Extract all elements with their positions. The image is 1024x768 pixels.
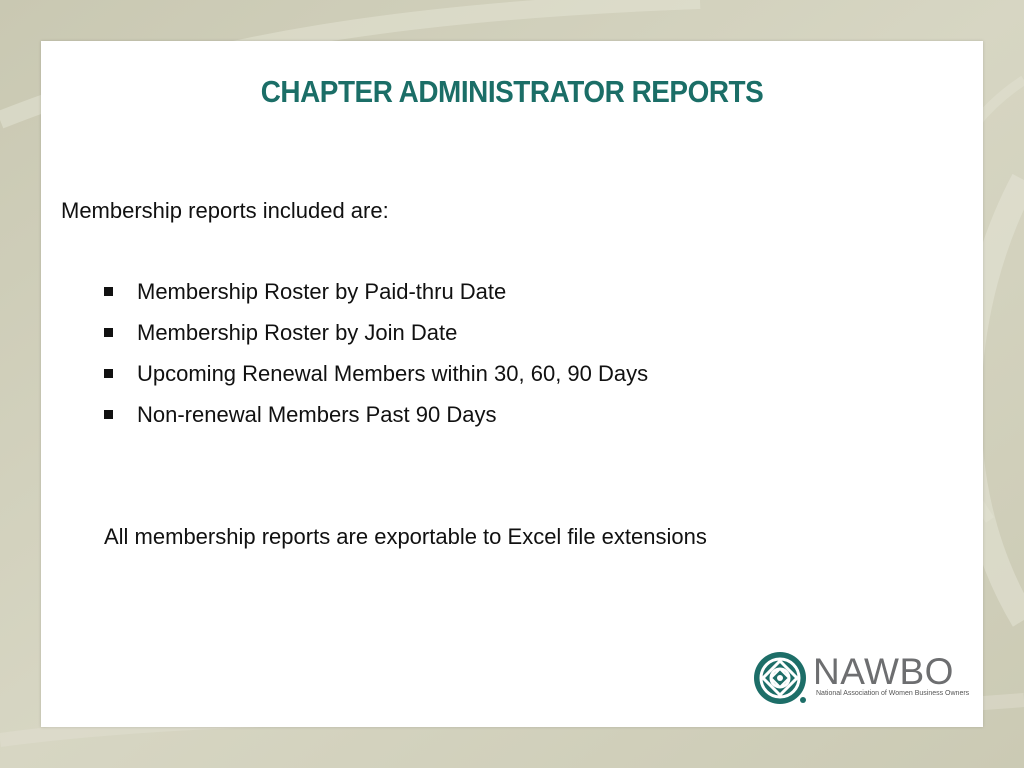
logo-tagline: National Association of Women Business Owners [816, 690, 970, 697]
list-item-label: Membership Roster by Paid-thru Date [137, 279, 507, 304]
list-item [104, 402, 648, 443]
nawbo-emblem-icon [752, 650, 808, 706]
closing-text: All membership reports are exportable to Excel file extensions [104, 524, 707, 549]
list-item [104, 279, 648, 320]
square-bullet-icon [104, 410, 113, 419]
square-bullet-icon [104, 369, 113, 378]
list-item-label: Membership Roster by Join Date [137, 320, 458, 345]
list-item-label: Non-renewal Members Past 90 Days [137, 402, 497, 427]
square-bullet-icon [104, 328, 113, 337]
slide-title: CHAPTER ADMINISTRATOR REPORTS [260, 74, 764, 109]
list-item [104, 361, 648, 402]
list-item-label: Upcoming Renewal Members within 30, 60, 90 Days [137, 361, 649, 386]
intro-text: Membership reports included are: [61, 198, 389, 223]
report-list [104, 279, 648, 443]
logo-wordmark: NAWBO [813, 651, 954, 692]
nawbo-logo [752, 650, 970, 706]
square-bullet-icon [104, 287, 113, 296]
list-item [104, 320, 648, 361]
